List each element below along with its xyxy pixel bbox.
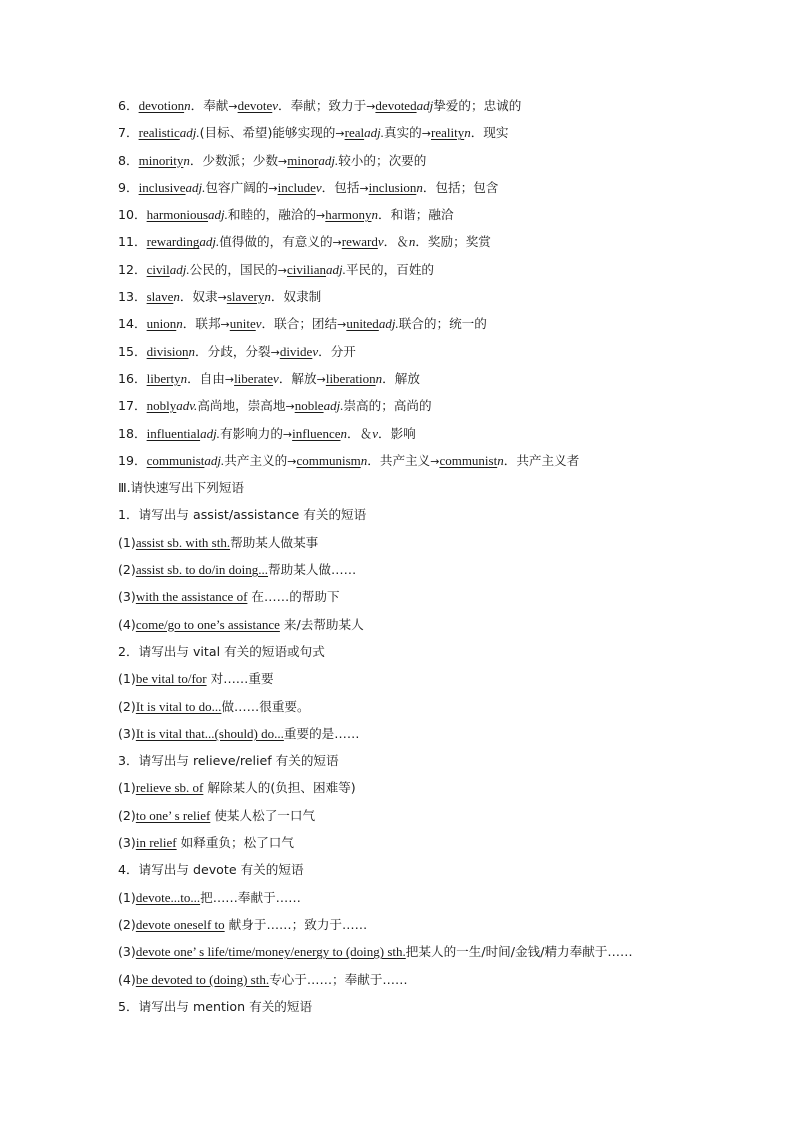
line-text: ．分歧，分裂	[195, 343, 271, 359]
line-text: ．＆	[383, 234, 409, 250]
answer-blank: with the assistance of	[135, 589, 248, 605]
part-of-speech: v	[312, 343, 319, 359]
vocab-item	[118, 147, 758, 174]
line-text: (3)	[118, 835, 136, 851]
line-text: (4)	[118, 971, 136, 987]
item-number: 12．	[118, 261, 147, 277]
line-text: ．和谐；融洽	[377, 207, 454, 223]
line-text: ．解放	[278, 370, 317, 386]
part-of-speech: adj	[416, 98, 434, 113]
answer-blank: It is vital to do...	[135, 698, 222, 714]
answer-blank: communism	[296, 452, 361, 468]
line-text: ．解放	[382, 370, 420, 386]
arrow-icon: →	[268, 181, 278, 195]
arrow-icon: →	[316, 372, 326, 386]
phrase-line	[118, 993, 758, 1020]
part-of-speech: n	[183, 152, 190, 168]
phrase-line	[118, 720, 758, 747]
item-number: 8．	[118, 152, 139, 168]
line-text: 2．请写出与 vital 有关的短语或句式	[118, 643, 325, 659]
phrase-line	[118, 856, 758, 883]
phrase-line	[118, 829, 758, 856]
part-of-speech: adj.	[323, 398, 344, 414]
answer-blank: inclusion	[368, 179, 417, 195]
line-text: 1．请写出与 assist/assistance 有关的短语	[118, 507, 367, 523]
line-text: (目标、希望)能够实现的	[199, 125, 336, 141]
line-text: 5．请写出与 mention 有关的短语	[118, 998, 313, 1014]
line-text: 重要的是……	[283, 725, 360, 741]
answer-blank: minority	[138, 152, 184, 168]
line-text: ．包括	[321, 179, 360, 195]
answer-blank: liberate	[234, 370, 274, 386]
vocab-item	[118, 201, 758, 228]
line-text: ．奖励；奖赏	[415, 234, 491, 250]
arrow-icon: →	[277, 263, 287, 277]
answer-blank: harmony	[325, 207, 372, 223]
line-text: 公民的，国民的	[189, 261, 278, 277]
part-of-speech: n	[408, 234, 416, 250]
part-of-speech: adj.	[318, 152, 339, 168]
answer-blank: liberation	[325, 370, 376, 386]
answer-blank: devote one’ s life/time/money/energy to (doing) sth.	[135, 944, 406, 960]
phrase-line	[118, 529, 758, 556]
item-number: 19．	[118, 452, 147, 468]
answer-blank: communist	[439, 452, 498, 468]
arrow-icon: →	[287, 454, 297, 468]
arrow-icon: →	[220, 318, 230, 332]
part-of-speech: n	[375, 370, 383, 386]
arrow-icon: →	[316, 209, 326, 223]
arrow-icon: →	[337, 318, 347, 332]
answer-blank: devotion	[138, 98, 185, 113]
part-of-speech: adv.	[176, 398, 198, 414]
part-of-speech: adj.	[179, 125, 200, 141]
phrase-line	[118, 911, 758, 938]
answer-blank: real	[344, 125, 365, 141]
arrow-icon: →	[278, 154, 288, 168]
answer-blank: in relief	[135, 835, 177, 851]
line-text: ．少数派；少数	[189, 152, 279, 168]
part-of-speech: n	[176, 316, 183, 332]
vocab-item	[118, 174, 758, 201]
part-of-speech: n	[264, 289, 271, 305]
line-text: 帮助某人做……	[268, 562, 357, 578]
item-number: 14．	[118, 316, 147, 332]
line-text: 在……的帮助下	[247, 589, 340, 605]
line-text: 解除某人的(负担、困难等)	[203, 780, 356, 796]
part-of-speech: v	[272, 98, 279, 113]
part-of-speech: adj.	[364, 125, 384, 141]
line-text: (2)	[118, 698, 136, 714]
phrase-line	[118, 556, 758, 583]
part-of-speech: n	[371, 207, 378, 223]
line-text: (2)	[118, 562, 136, 578]
item-number: 17．	[118, 398, 147, 414]
answer-blank: slave	[146, 289, 174, 305]
vocab-item	[118, 283, 758, 310]
vocab-item	[118, 447, 758, 474]
part-of-speech: n	[416, 179, 423, 195]
arrow-icon: →	[217, 291, 227, 305]
phrase-line	[118, 501, 758, 528]
line-text: 帮助某人做某事	[230, 534, 319, 550]
phrase-line	[118, 665, 758, 692]
line-text: (3)	[118, 725, 136, 741]
answer-blank: civilian	[286, 261, 326, 277]
phrase-list	[118, 501, 758, 1020]
answer-blank: be devoted to (doing) sth.	[135, 971, 270, 987]
answer-blank: divide	[279, 343, 313, 359]
phrase-line	[118, 693, 758, 720]
line-text: 联合的；统一的	[398, 316, 487, 332]
arrow-icon: →	[224, 372, 235, 386]
line-text: (1)	[118, 889, 136, 905]
item-number: 13．	[118, 289, 147, 305]
line-text: ．现实	[470, 125, 509, 141]
phrase-line	[118, 802, 758, 829]
part-of-speech: v	[315, 179, 322, 195]
line-text: ．共产主义者	[503, 452, 580, 468]
line-text: 有影响力的	[219, 425, 283, 441]
item-number: 15．	[118, 343, 147, 359]
arrow-icon: →	[282, 427, 293, 441]
arrow-icon: →	[366, 100, 376, 113]
part-of-speech: n	[173, 289, 180, 305]
arrow-icon: →	[332, 236, 342, 250]
line-text: ．联合；团结	[261, 316, 338, 332]
answer-blank: inclusive	[138, 179, 186, 195]
line-text: 如释重负；松了口气	[176, 835, 294, 851]
part-of-speech: adj.	[378, 316, 399, 332]
line-text: 较小的；次要的	[338, 152, 427, 168]
answer-blank: to one’ s relief	[135, 807, 211, 823]
line-text: 高尚地，崇高地	[197, 398, 286, 414]
item-number: 11．	[118, 234, 147, 250]
vocabulary-list	[118, 92, 758, 474]
part-of-speech: n	[340, 425, 347, 441]
item-number: 7．	[118, 125, 139, 141]
answer-blank: devote	[237, 98, 273, 113]
line-text: 挚爱的；忠诚的	[433, 98, 522, 113]
phrase-line	[118, 747, 758, 774]
answer-blank: include	[277, 179, 316, 195]
part-of-speech: n	[188, 343, 196, 359]
line-text: 来/去帮助某人	[279, 616, 364, 632]
line-text: (2)	[118, 807, 136, 823]
part-of-speech: v	[255, 316, 262, 332]
arrow-icon: →	[228, 100, 238, 113]
phrase-line	[118, 966, 758, 993]
answer-blank: influential	[146, 425, 201, 441]
answer-blank: slavery	[226, 289, 265, 305]
line-text: 和睦的，融洽的	[227, 207, 317, 223]
phrase-line	[118, 774, 758, 801]
answer-blank: civil	[146, 261, 170, 277]
part-of-speech: adj.	[204, 452, 225, 468]
phrase-line	[118, 611, 758, 638]
line-text: 包容广阔的	[205, 179, 269, 195]
line-text: (1)	[118, 534, 136, 550]
line-text: ．奴隶制	[270, 289, 322, 305]
answer-blank: united	[346, 316, 379, 332]
item-number: 16．	[118, 370, 147, 386]
answer-blank: It is vital that...(should) do...	[135, 725, 284, 741]
line-text: (4)	[118, 616, 136, 632]
vocab-item	[118, 119, 758, 146]
arrow-icon: →	[285, 400, 295, 414]
answer-blank: come/go to one’s assistance	[135, 616, 280, 632]
line-text: (1)	[118, 671, 136, 687]
answer-blank: liberty	[146, 370, 181, 386]
answer-blank: nobly	[146, 398, 177, 414]
line-text: ．分开	[318, 343, 356, 359]
part-of-speech: adj.	[208, 207, 228, 223]
part-of-speech: n	[184, 98, 191, 113]
arrow-icon: →	[270, 345, 280, 359]
item-number: 10．	[118, 207, 147, 223]
line-text: (3)	[118, 944, 136, 960]
part-of-speech: v	[377, 234, 384, 250]
vocab-item	[118, 420, 758, 447]
part-of-speech: adj.	[169, 261, 190, 277]
item-number: 18．	[118, 425, 147, 441]
arrow-icon: →	[421, 127, 431, 141]
line-text: ．共产主义	[367, 452, 431, 468]
line-text: 专心于……；奉献于……	[269, 971, 408, 987]
phrase-line	[118, 884, 758, 911]
answer-blank: devote...to...	[135, 889, 201, 905]
phrase-line	[118, 938, 758, 965]
answer-blank: division	[146, 343, 189, 359]
arrow-icon: →	[335, 127, 345, 141]
line-text: 真实的	[383, 125, 422, 141]
answer-blank: realistic	[138, 125, 180, 141]
answer-blank: harmonious	[146, 207, 209, 223]
line-text: 对……重要	[206, 671, 274, 687]
line-text: (2)	[118, 916, 136, 932]
line-text: 共产主义的	[224, 452, 288, 468]
line-text: 把某人的一生/时间/金钱/精力奉献于……	[405, 944, 633, 960]
answer-blank: rewarding	[146, 234, 200, 250]
line-text: 3．请写出与 relieve/relief 有关的短语	[118, 753, 339, 769]
answer-blank: noble	[294, 398, 324, 414]
part-of-speech: adj.	[325, 261, 346, 277]
vocab-item	[118, 256, 758, 283]
line-text: ．奴隶	[179, 289, 218, 305]
part-of-speech: adj.	[200, 425, 220, 441]
line-text: ．影响	[377, 425, 416, 441]
answer-blank: reality	[430, 125, 465, 141]
vocab-item	[118, 365, 758, 392]
line-text: ．联邦	[182, 316, 221, 332]
line-text: 把……奉献于……	[200, 889, 301, 905]
part-of-speech: n	[180, 370, 188, 386]
line-text: 4．请写出与 devote 有关的短语	[118, 862, 304, 878]
worksheet-page	[118, 92, 758, 1020]
part-of-speech: v	[372, 425, 378, 441]
line-text: 平民的，百姓的	[345, 261, 435, 277]
line-text: 值得做的，有意义的	[219, 234, 333, 250]
answer-blank: influence	[292, 425, 341, 441]
answer-blank: assist sb. to do/in doing...	[135, 562, 269, 578]
line-text: ．自由	[187, 370, 225, 386]
line-text: ．奉献；致力于	[278, 98, 367, 113]
section-heading: Ⅲ.请快速写出下列短语	[118, 480, 245, 496]
vocab-item	[118, 310, 758, 337]
answer-blank: union	[146, 316, 177, 332]
vocab-item	[118, 392, 758, 419]
line-text: 使某人松了一口气	[210, 807, 316, 823]
answer-blank: be vital to/for	[135, 671, 207, 687]
answer-blank: minor	[287, 152, 319, 168]
line-text: ．包括；包含	[422, 179, 499, 195]
line-text: 献身于……；致力于……	[224, 916, 368, 932]
part-of-speech: n	[360, 452, 368, 468]
part-of-speech: n	[497, 452, 504, 468]
answer-blank: unite	[229, 316, 256, 332]
phrase-line	[118, 638, 758, 665]
line-text: (1)	[118, 780, 136, 796]
item-number: 9．	[118, 179, 139, 195]
answer-blank: relieve sb. of	[135, 780, 204, 796]
arrow-icon: →	[430, 454, 440, 468]
line-text: 做……很重要。	[221, 698, 310, 714]
answer-blank: reward	[341, 234, 378, 250]
line-text: ．＆	[347, 425, 373, 441]
arrow-icon: →	[359, 181, 369, 195]
answer-blank: devote oneself to	[135, 916, 225, 932]
vocab-item	[118, 228, 758, 255]
answer-blank: assist sb. with sth.	[135, 534, 231, 550]
part-of-speech: n	[464, 125, 471, 141]
vocab-item	[118, 92, 758, 119]
phrase-line	[118, 583, 758, 610]
part-of-speech: adj.	[185, 179, 206, 195]
line-text: 崇高的；高尚的	[343, 398, 432, 414]
part-of-speech: adj.	[199, 234, 220, 250]
line-text: ．奉献	[190, 98, 229, 113]
vocab-item	[118, 338, 758, 365]
answer-blank: devoted	[375, 98, 417, 113]
part-of-speech: v	[273, 370, 279, 386]
line-text: (3)	[118, 589, 136, 605]
item-number: 6．	[118, 98, 139, 113]
answer-blank: communist	[146, 452, 205, 468]
